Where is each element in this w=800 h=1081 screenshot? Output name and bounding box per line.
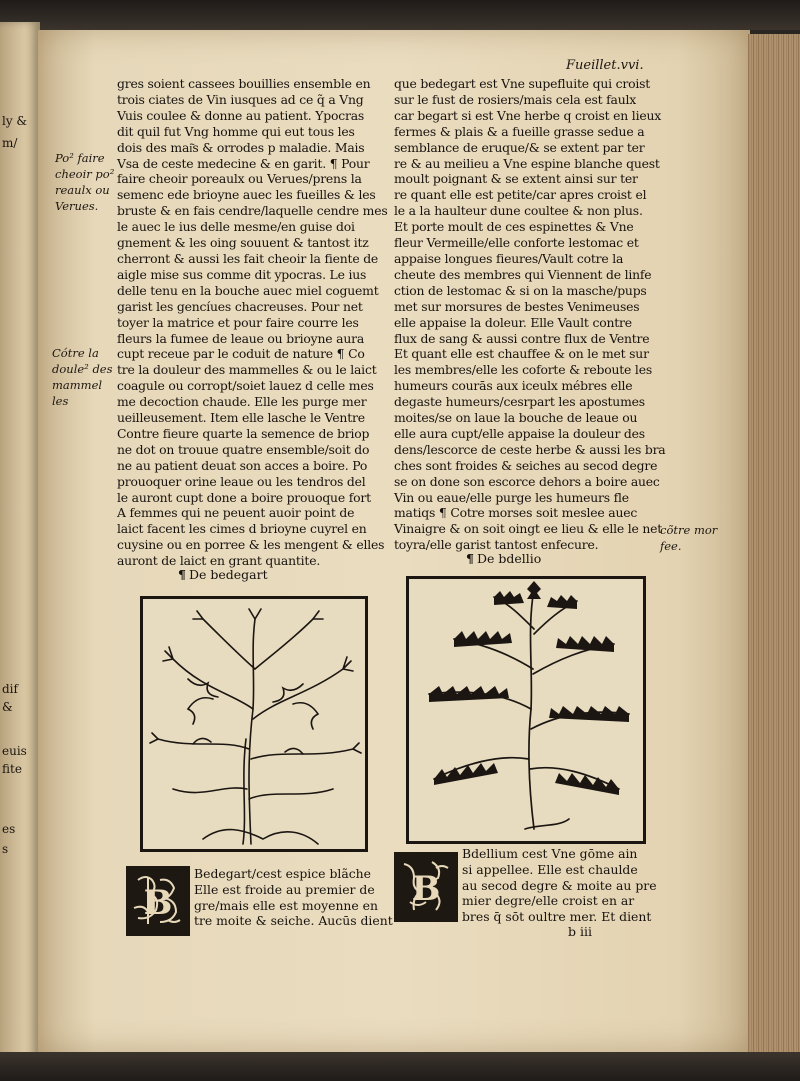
prev-fragment: es: [2, 822, 16, 836]
text-column-right: [394, 76, 664, 553]
text-line: faire cheoir poreaulx ou Verues/prens la: [117, 171, 362, 187]
text-line: toyra/elle garist tantost enfecure.: [394, 537, 599, 553]
text-line: semenc ede brioyne auec les fueilles & les: [117, 187, 376, 203]
decorated-initial-b-icon: [128, 868, 188, 934]
initial-letter-bdellio: [394, 852, 458, 922]
margin-note-left-lower: [52, 345, 113, 409]
text-line: les membres/elle les coforte & reboute les: [394, 362, 652, 378]
text-line: gres soient cassees bouillies ensemble en: [117, 76, 371, 91]
text-line: Vsa de ceste medecine & en garit. ¶ Pour: [117, 155, 370, 171]
woodcut-bdellio-plant: [406, 576, 646, 844]
text-line: Elle est froide au premier de: [194, 881, 375, 897]
text-line: re quant elle est petite/car apres croist el: [394, 187, 647, 203]
text-line: Bdellium cest Vne gōme ain: [462, 846, 638, 861]
text-line: cuysine ou en porree & les mengent & elles: [117, 537, 385, 553]
heading-bedegart: ¶ De bedegart: [178, 567, 268, 582]
text-line: dit quil fut Vng homme qui eut tous les: [117, 123, 355, 139]
binding-top: [0, 0, 800, 30]
text-line: dens/lescorce de ceste herbe & aussi les bra: [394, 441, 666, 457]
prev-fragment: dif: [2, 682, 18, 696]
text-line: ction de lestomac & si on la masche/pups: [394, 282, 647, 298]
text-line: flux de sang & aussi contre flux de Ventre: [394, 330, 650, 346]
text-line: matiqs ¶ Cotre morses soit meslee auec: [394, 505, 638, 521]
text-line: dois des mai͂s & orrodes p maladie. Mais: [117, 139, 365, 155]
text-line: Contre fieure quarte la semence de briop: [117, 425, 370, 441]
text-line: Vin ou eaue/elle purge les humeurs fle: [394, 489, 629, 505]
text-line: au secod degre & moite au pre: [462, 877, 657, 893]
margin-line: cheoir po²: [55, 167, 115, 181]
page-edges: [748, 34, 800, 1054]
pilcrow-icon: ¶: [466, 551, 474, 566]
text-line: re & au meilieu a Vne espine blanche quest: [394, 155, 660, 171]
binding-bottom: [0, 1052, 800, 1081]
text-line: Vuis coulee & donne au patient. Ypocras: [117, 107, 365, 123]
decorated-initial-b-icon: [396, 854, 456, 920]
prev-fragment: fite: [2, 762, 22, 776]
margin-line: cõtre mor: [660, 523, 718, 537]
text-line: sur le fust de rosiers/mais cela est faulx: [394, 91, 637, 107]
text-line: fermes & plais & a fueille grasse sedue a: [394, 123, 645, 139]
prev-fragment: m/: [2, 136, 18, 150]
folio-number: Fueillet.vvi.: [566, 58, 644, 73]
margin-line: Cótre la: [52, 346, 99, 360]
initial-letter-bedegart: [126, 866, 190, 936]
entry-bdellio-text: [462, 846, 657, 925]
text-line: coagule ou corropt/soiet lauez d celle mes: [117, 378, 374, 394]
prev-fragment: s: [2, 842, 9, 856]
prev-fragment: &: [2, 700, 13, 714]
text-line: le auront cupt done a boire prouoque fort: [117, 489, 371, 505]
text-line: bres q̄ sōt oultre mer. Et dient: [462, 909, 652, 925]
text-line: Bedegart/cest espice blãche: [194, 866, 371, 881]
fern-plant-icon: [409, 579, 643, 841]
text-line: Et quant elle est chauffee & on le met sur: [394, 346, 649, 362]
text-line: garist les gencíues chacreuses. Pour net: [117, 298, 363, 314]
margin-line: Verues.: [55, 199, 99, 213]
initial-glyph: B: [143, 883, 173, 923]
prev-fragment: ly &: [2, 114, 28, 128]
text-line: cheute des membres qui Viennent de linfe: [394, 266, 652, 282]
text-line: appaise longues fieures/Vault cotre la: [394, 250, 624, 266]
text-line: gnement & les oing souuent & tantost itz: [117, 235, 369, 251]
initial-glyph: B: [411, 869, 441, 909]
margin-line: les: [52, 394, 69, 408]
margin-line: fee.: [660, 539, 682, 553]
text-line: delle tenu en la bouche auec miel coguemt: [117, 282, 379, 298]
text-line: laict facent les cimes d brioyne cuyrel en: [117, 521, 367, 537]
text-line: moites/se on laue la bouche de leaue ou: [394, 410, 638, 426]
heading-bdellio: ¶ De bdellio: [466, 551, 542, 566]
text-line: me decoction chaude. Elle les purge mer: [117, 394, 367, 410]
text-line: tre la douleur des mammelles & ou le laict: [117, 362, 377, 378]
text-line: ches sont froides & seiches au secod degre: [394, 457, 658, 473]
text-line: ne dot on trouue quatre ensemble/soit do: [117, 441, 370, 457]
text-line: Vinaigre & on soit oingt ee lieu & elle le net: [394, 521, 663, 537]
text-line: gre/mais elle est moyenne en: [194, 897, 378, 913]
text-line: degaste humeurs/cesrpart les apostumes: [394, 394, 645, 410]
text-line: toyer la matrice et pour faire courre les: [117, 314, 359, 330]
margin-line: mammel: [52, 378, 103, 392]
margin-line: Po² faire: [55, 151, 105, 165]
entry-bedegart-text: [194, 866, 393, 929]
thistle-plant-icon: [143, 599, 365, 849]
woodcut-bedegart-plant: [140, 596, 368, 852]
text-line: le a la haulteur dune coultee & non plus.: [394, 203, 643, 219]
text-line: met sur morsures de bestes Venimeuses: [394, 298, 640, 314]
margin-note-right: [660, 522, 717, 554]
text-line: moult poignant & se extent ainsi sur ter: [394, 171, 638, 187]
margin-note-left-upper: [55, 150, 114, 214]
text-line: Et porte moult de ces espinettes & Vne: [394, 219, 634, 235]
text-line: mier degre/elle croist en ar: [462, 893, 635, 909]
text-line: aigle mise sus comme dit ypocras. Le ius: [117, 266, 367, 282]
text-line: elle appaise la doleur. Elle Vault contre: [394, 314, 632, 330]
margin-line: reaulx ou: [55, 183, 110, 197]
text-line: humeurs courās aux iceulx mébres elle: [394, 378, 633, 394]
text-line: fleur Vermeille/elle conforte lestomac et: [394, 235, 639, 251]
text-line: trois ciates de Vin iusques ad ce q̃ a Vng: [117, 91, 364, 107]
text-column-left: [117, 76, 387, 569]
text-line: tre moite & seiche. Aucūs dient: [194, 913, 393, 929]
text-line: se on done son escorce dehors a boire auec: [394, 473, 660, 489]
text-line: le auec le ius delle mesme/en guise doi: [117, 219, 355, 235]
text-line: cupt receue par le coduit de nature ¶ Co: [117, 346, 365, 362]
text-line: auront de laict en grant quantite.: [117, 553, 321, 569]
text-line: elle aura cupt/elle appaise la douleur des: [394, 425, 645, 441]
text-line: semblance de eruque/& se extent par ter: [394, 139, 645, 155]
prev-fragment: euis: [2, 744, 27, 758]
signature-mark: b iii: [568, 924, 592, 939]
text-line: si appellee. Elle est chaulde: [462, 861, 638, 877]
text-line: fleurs la fumee de leaue ou brioyne aura: [117, 330, 365, 346]
previous-page-edge: [0, 22, 40, 1067]
pilcrow-icon: ¶: [178, 567, 186, 582]
text-line: car begart si est Vne herbe q croist en lieux: [394, 107, 662, 123]
text-line: prouoquer orine leaue ou les tendros del: [117, 473, 366, 489]
text-line: A femmes qui ne peuent auoir point de: [117, 505, 355, 521]
text-line: ne au patient deuat son acces a boire. Po: [117, 457, 368, 473]
text-line: cherront & aussi les fait cheoir la fiente de: [117, 250, 379, 266]
margin-line: doule² des: [52, 362, 113, 376]
text-line: ueilleusement. Item elle lasche le Ventre: [117, 410, 365, 426]
text-line: que bedegart est Vne supefluite qui croist: [394, 76, 651, 91]
text-line: bruste & en fais cendre/laquelle cendre mes: [117, 203, 388, 219]
